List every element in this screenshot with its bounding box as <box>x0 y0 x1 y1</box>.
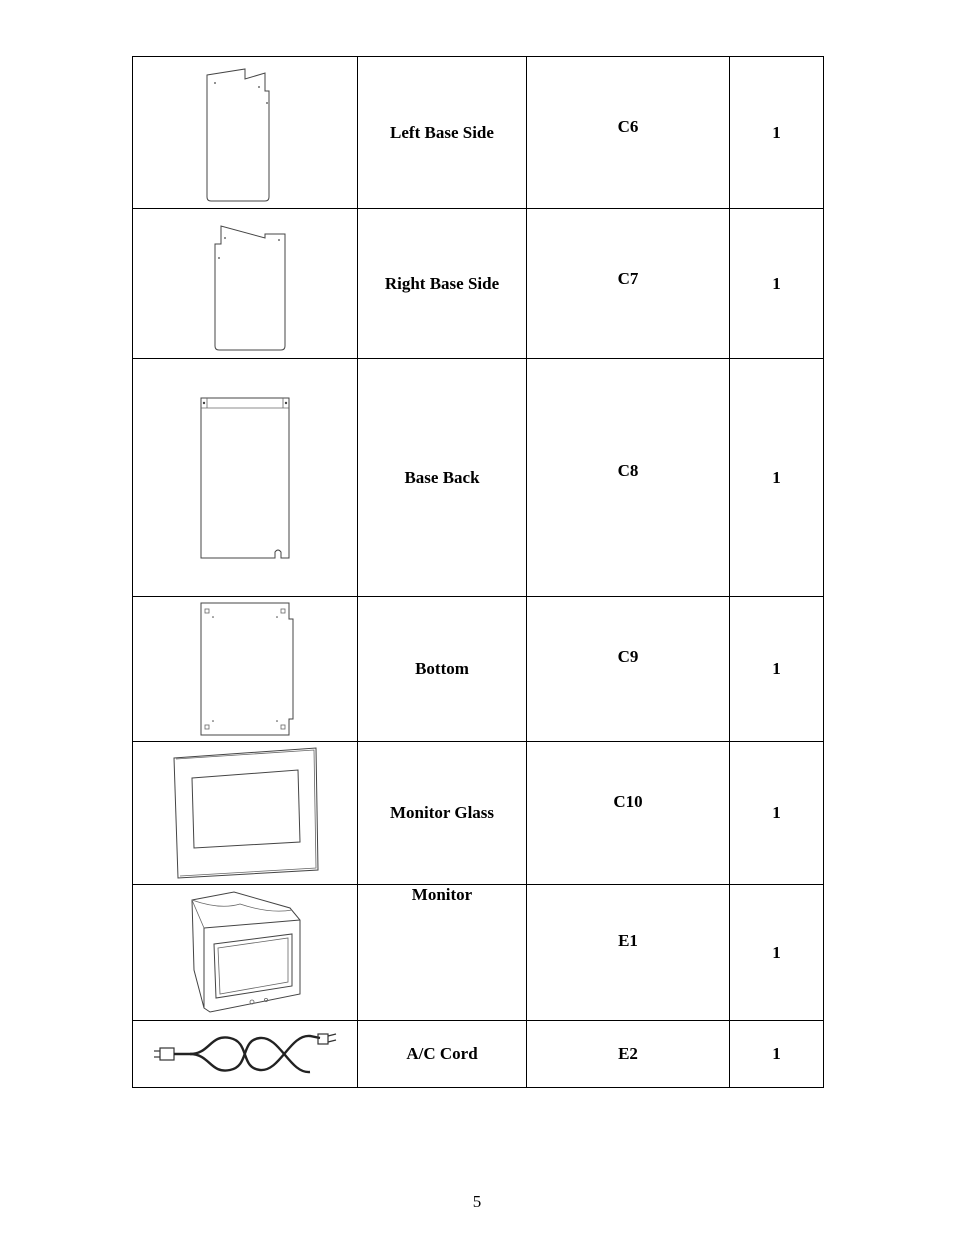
table-row <box>133 597 824 742</box>
part-code: E1 <box>527 885 730 1021</box>
part-quantity: 1 <box>730 209 824 359</box>
part-image-cell <box>133 57 358 209</box>
part-name: A/C Cord <box>358 1021 527 1088</box>
part-name: Bottom <box>358 597 527 742</box>
part-image-cell <box>133 209 358 359</box>
part-quantity: 1 <box>730 359 824 597</box>
part-image-cell <box>133 885 358 1021</box>
bottom-drawing-icon <box>185 599 305 739</box>
table-row <box>133 742 824 885</box>
monitor-glass-drawing-icon <box>170 744 320 882</box>
part-code: C8 <box>527 359 730 597</box>
part-image-cell <box>133 742 358 885</box>
table-row <box>133 885 824 1021</box>
part-quantity: 1 <box>730 742 824 885</box>
part-code: E2 <box>527 1021 730 1088</box>
table-row <box>133 209 824 359</box>
left-base-side-drawing-icon <box>185 63 305 203</box>
part-quantity: 1 <box>730 57 824 209</box>
part-image-cell <box>133 359 358 597</box>
part-code: C10 <box>527 742 730 885</box>
right-base-side-drawing-icon <box>185 214 305 354</box>
ac-cord-drawing-icon <box>150 1024 340 1084</box>
part-quantity: 1 <box>730 885 824 1021</box>
table-row <box>133 57 824 209</box>
table-row <box>133 1021 824 1088</box>
parts-table <box>132 56 824 1088</box>
part-image-cell <box>133 597 358 742</box>
part-quantity: 1 <box>730 597 824 742</box>
part-code: C7 <box>527 209 730 359</box>
part-name: Left Base Side <box>358 57 527 209</box>
part-quantity: 1 <box>730 1021 824 1088</box>
table-row <box>133 359 824 597</box>
part-name: Monitor Glass <box>358 742 527 885</box>
monitor-drawing-icon <box>180 890 310 1016</box>
page-number: 5 <box>472 1192 482 1211</box>
part-name: Monitor <box>358 885 527 1021</box>
base-back-drawing-icon <box>185 388 305 568</box>
part-name: Right Base Side <box>358 209 527 359</box>
part-code: C9 <box>527 597 730 742</box>
part-name: Base Back <box>358 359 527 597</box>
part-image-cell <box>133 1021 358 1088</box>
part-code: C6 <box>527 57 730 209</box>
